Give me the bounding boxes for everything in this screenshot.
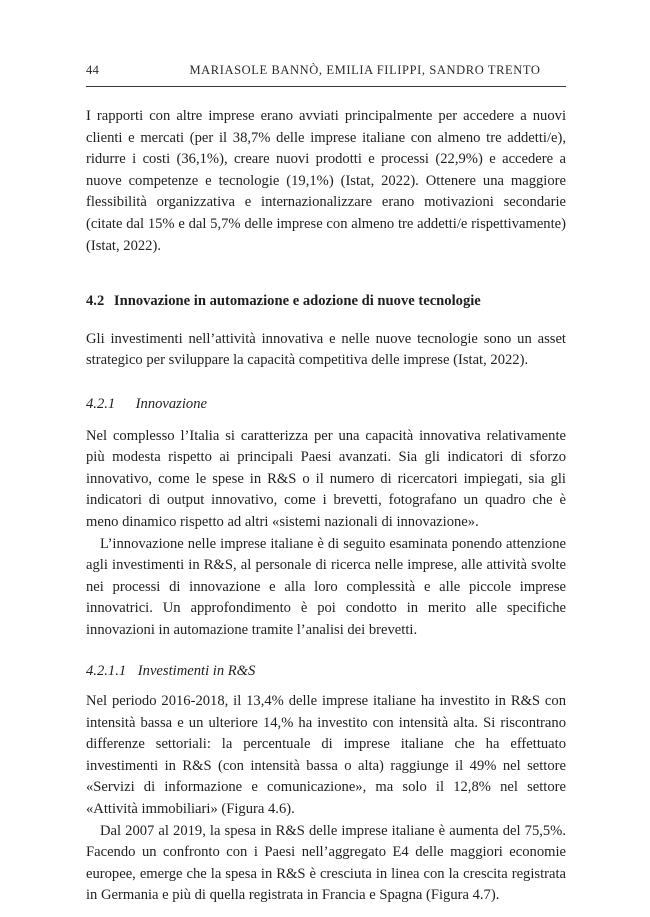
paragraph: Dal 2007 al 2019, la spesa in R&S delle imprese italiane è aumenta del 75,5%. Facendo un confronto con i Paesi nell’aggregato E4 delle maggiori economie europee, emerge che la spesa in R&S è cresciuta in linea con la crescita registrata in Germania e più di quella registrata in Francia e Spagna (Figura 4.7). (86, 822, 566, 904)
section-title: Innovazione in automazione e adozione di nuove tecnologie (113, 293, 481, 310)
header-rule (86, 86, 566, 87)
paragraph: I rapporti con altre imprese erano avviati principalmente per accedere a nuovi clienti e mercati (per il 38,7% delle imprese italiane con almeno tre addetti/e), ridurre i costi (36,1%), creare nuovi prodotti e processi (22,9%) e accedere a nuove competenze e tecnologie (19,1%) (Istat, 2022). Ottenere una maggiore flessibilità organizzativa e internazionalizzare erano motivazioni secondarie (citate dal 15% e dal 5,7% delle imprese con almeno tre addetti/e rispettivamente) (Istat, 2022). (86, 108, 566, 254)
page-number: 44 (86, 63, 100, 77)
subsection-title: Innovazione (135, 395, 207, 412)
subsection-number: 4.2.1 (86, 395, 116, 412)
section-number: 4.2 (86, 293, 105, 310)
subsubsection-heading (86, 661, 566, 683)
subsection-heading (86, 394, 566, 416)
running-header (86, 63, 566, 78)
paragraph: Nel complesso l’Italia si caratterizza per una capacità innovativa relativamente più modesta rispetto ai principali Paesi avanzati. Sia gli indicatori di sforzo innovativo, come le spese in R&S o il numero di ricercatori impiegati, sia gli indicatori di output innovativo, come i brevetti, fotografano un quadro che è meno dinamico rispetto ad altri «sistemi nazionali di innovazione». (86, 427, 566, 530)
subsubsection-number: 4.2.1.1 (86, 663, 127, 680)
body-text (86, 106, 566, 907)
paragraph: Nel periodo 2016-2018, il 13,4% delle imprese italiane ha investito in R&S con intensità bassa e un ulteriore 14,% ha investito con intensità alta. Si riscontrano differenze settoriali: la percentuale di imprese italiane che ha effettuato investimenti in R&S (con intensità bassa o alta) raggiunge il 49% nel settore «Servizi di informazione e comunicazione», ma solo il 12,8% nel settore «Attività immobiliari» (Figura 4.6). (86, 693, 566, 818)
running-header-authors: MARIASOLE BANNÒ, EMILIA FILIPPI, SANDRO TRENTO (189, 63, 541, 77)
section-heading (86, 291, 566, 313)
subsubsection-title: Investimenti in R&S (137, 663, 256, 680)
paragraph: Gli investimenti nell’attività innovativa e nelle nuove tecnologie sono un asset strategico per sviluppare la capacità competitiva delle imprese (Istat, 2022). (86, 330, 566, 369)
paragraph: L’innovazione nelle imprese italiane è di seguito esaminata ponendo attenzione agli investimenti in R&S, al personale di ricerca nelle imprese, alle attività svolte nei processi di innovazione e alla loro complessità e alle piccole imprese innovatrici. Un approfondimento è poi condotto in merito alle specifiche innovazioni in automazione tramite l’analisi dei brevetti. (86, 535, 566, 638)
